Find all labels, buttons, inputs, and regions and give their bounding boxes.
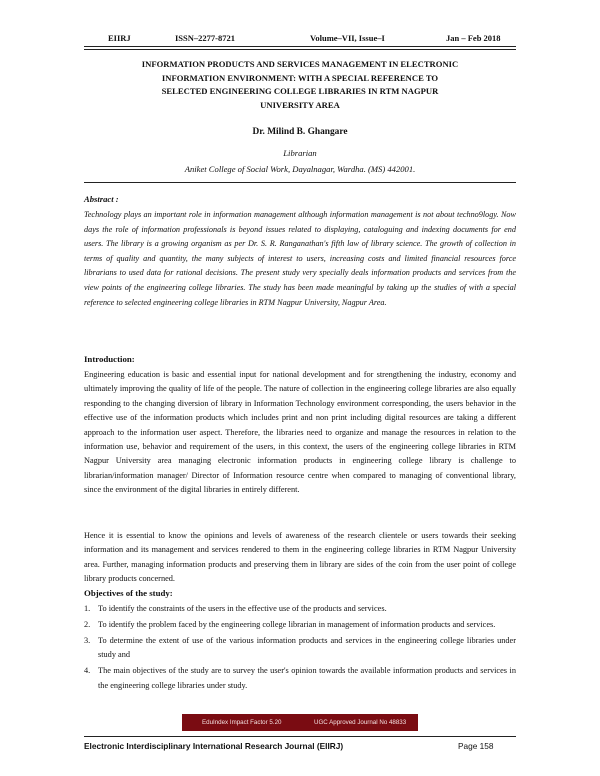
list-item-text: To determine the extent of use of the various information products and services in the engineering college libraries under study and [98, 635, 516, 660]
list-item [84, 634, 516, 663]
list-item [84, 664, 516, 693]
list-item [84, 602, 516, 616]
introduction-paragraph: Engineering education is basic and essential input for national development and for strengthening the industry, economy and ultimately improving the quality of life of the people. The nature of collection in the engineering college libraries are also equally responding to the changing diversion of library in Information Technology environment corresponding, the users behavior in the effective use of the information products which includes print and non print including digital resources are taking a different approach to the information user aspect. Therefore, the libraries need to organize and manage the resources in relation to the information use, behavior and requirement of the users, in this context, the users of the engineering college libraries in RTM Nagpur University area managing electronic information products in engineering college library is challenge to librarian/information manager/ Director of Information resource centre when compared to managing of conventional library, since the environment of the digital libraries in entirely different. [84, 370, 516, 495]
header-rule-top [84, 46, 516, 47]
running-header [0, 33, 600, 47]
abstract-heading: Abstract : [84, 194, 119, 204]
abstract-rule [84, 182, 516, 183]
page-number: Page 158 [458, 741, 494, 751]
list-item-number: 3. [84, 635, 91, 645]
list-item-text: To identify the problem faced by the engineering college librarian in management of information products and services. [98, 619, 496, 629]
title-line: SELECTED ENGINEERING COLLEGE LIBRARIES IN RTM NAGPUR [161, 86, 439, 96]
author-name: Dr. Milind B. Ghangare [252, 127, 348, 137]
footer-journal-name: Electronic Interdisciplinary International Research Journal (EIIRJ) [84, 741, 344, 751]
list-item-text: To identify the constraints of the users in the effective use of the products and services. [98, 604, 387, 613]
header-rule-bottom [84, 49, 516, 50]
abstract-text: Technology plays an important role in information management although information management is not about techno9logy. Now days the role of information professionals is beyond issues related to displaying, cataloguing and indexing documents for end users. The library is a growing organism as per Dr. S. R. Ranganathan's fifth law of library science. The growth of collection in terms of quality and quantity, the many subjects of interest to users, increasing costs and limited financial resources force librarians to used data for rational decisions. The present study very specially deals information products and services from the view points of the engineering college libraries. The study has been made meaningful by taking up the studies of with a special reference to selected engineering college libraries in RTM Nagpur University, Nagpur Area. [84, 210, 516, 307]
footer-rule [84, 736, 516, 737]
author-affiliation: Aniket College of Social Work, Dayalnagar, Wardha. (MS) 442001. [184, 164, 416, 174]
header-journal: EIIRJ [108, 33, 131, 43]
list-item-text: The main objectives of the study are to survey the user's opinion towards the available information products and services in the engineering college libraries under study. [98, 666, 516, 690]
list-item-number: 1. [84, 604, 91, 613]
objectives-heading: Objectives of the study: [84, 588, 173, 598]
ugc-approval-text: UGC Approved Journal No 48833 [314, 719, 407, 726]
paper-title [84, 58, 516, 112]
objectives-list [84, 602, 516, 694]
header-date: Jan – Feb 2018 [446, 33, 501, 43]
author-role: Librarian [283, 148, 317, 158]
introduction-heading: Introduction: [84, 354, 135, 364]
list-item [84, 618, 516, 632]
list-item-number: 4. [84, 666, 91, 676]
header-volume: Volume–VII, Issue–I [310, 33, 385, 43]
header-issn: ISSN–2277-8721 [175, 33, 235, 43]
title-line: INFORMATION PRODUCTS AND SERVICES MANAGEMENT IN ELECTRONIC [141, 59, 459, 69]
list-item-number: 2. [84, 619, 91, 629]
introduction-paragraph: Hence it is essential to know the opinions and levels of awareness of the research clientele or users towards their seeking information and its management and services rendered to them in the engineering college libraries in RTM Nagpur University area. Further, managing information products and preserving them in library are sides of the coin from the user point of college library products concerned. [84, 531, 516, 584]
impact-factor-banner [182, 714, 418, 731]
title-line: UNIVERSITY AREA [260, 99, 340, 110]
title-line: INFORMATION ENVIRONMENT: WITH A SPECIAL REFERENCE TO [161, 72, 439, 83]
impact-factor-text: EduIndex Impact Factor 5.20 [202, 719, 282, 726]
